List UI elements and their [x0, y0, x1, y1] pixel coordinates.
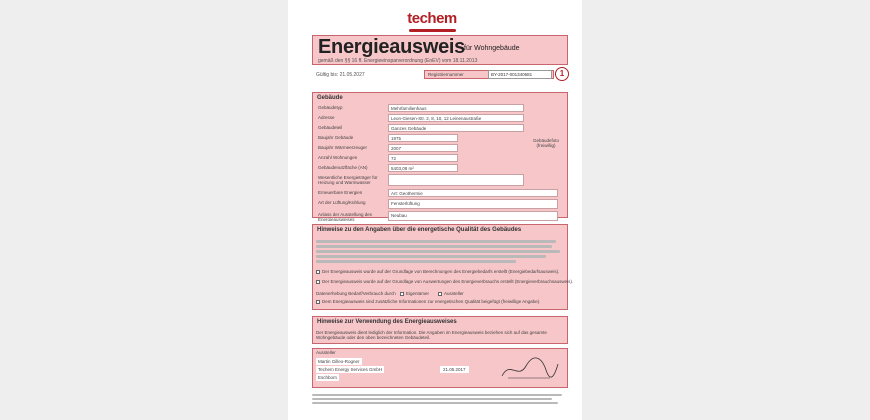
issuer-city: Eschborn: [318, 375, 338, 380]
option-additional-info[interactable]: Dem Energieausweis sind zusätzliche Informationen zur energetischen Qualität beigefügt (freiwillige Angabe).: [316, 299, 540, 304]
page-title: Energieausweis: [318, 36, 465, 58]
building-section-title: Gebäude: [317, 95, 343, 101]
option-issuer[interactable]: Aussteller: [438, 291, 464, 296]
option-demand[interactable]: Der Energieausweis wurde auf der Grundlage von Berechnungen des Energiebedarfs erstellt (Energiebedarfsausweis).: [316, 269, 559, 274]
table-row: Baujahr Wärmeerzeuger 2007: [316, 144, 458, 152]
table-row: Gebäudenutzfläche (AN) 5403,08 m²: [316, 164, 458, 172]
table-row: Anlass der Ausstellung des Energieausweises Neubau: [316, 211, 558, 221]
table-row: Adresse Leon-Giesen-Str. 2, 8, 10, 12 Leinenaustraße: [316, 114, 524, 122]
option-consumption[interactable]: Der Energieausweis wurde auf der Grundlage von Auswertungen des Energieverbrauchs erstellt (Energieverbrauchsausweis).: [316, 279, 573, 284]
usage-notes-title: Hinweise zur Verwendung des Energieausweises: [317, 319, 457, 325]
energy-notes-section: [312, 224, 568, 310]
valid-until: Gültig bis: 21.05.2027: [316, 72, 365, 78]
table-row: Gebäudetyp Mehrfamilienhaus: [316, 104, 524, 112]
option-owner[interactable]: Eigentümer: [400, 291, 429, 296]
checkbox-demand[interactable]: [316, 270, 320, 274]
footer: [312, 392, 568, 406]
energy-notes-title: Hinweise zu den Angaben über die energetische Qualität des Gebäudes: [317, 227, 522, 233]
title-suffix: für Wohngebäude: [464, 45, 520, 52]
table-row: Erneuerbare Energien Art: Geothermie: [316, 189, 558, 197]
techem-logo: techem: [407, 10, 457, 27]
checkbox-issuer[interactable]: [438, 292, 442, 296]
logo-underline: [409, 29, 456, 32]
building-photo-label: Gebäudefoto (freiwillig): [532, 138, 560, 148]
issuer-name: Martin Gilleo-Rogner: [318, 359, 360, 364]
table-row: Art der Lüftung/Kühlung Fensterlüftung: [316, 199, 558, 209]
regulation-subtitle: gemäß den §§ 16 ff. Energieeinsparverordnung (EnEV) vom 18.11.2013: [318, 58, 478, 64]
table-row: Baujahr Gebäude 1975: [316, 134, 458, 142]
issue-date: 21.05.2017: [440, 366, 469, 373]
checkbox-additional-info[interactable]: [316, 300, 320, 304]
page-number-badge: 1: [555, 67, 569, 81]
issuer-label: Aussteller: [316, 350, 336, 355]
registration-label: Registriernummer: [424, 70, 554, 79]
data-source-label: Datenerhebung Bedarf/Verbrauch durch: [316, 291, 396, 296]
issuer-company: Techem Energy Services GmbH: [318, 367, 383, 372]
registration-number: BY-2017-001340681: [488, 70, 552, 79]
certificate-page: [288, 0, 582, 420]
table-row: Anzahl Wohnungen 72: [316, 154, 458, 162]
usage-notes-text: Der Energieausweis dient lediglich der Information. Die Angaben im Energieausweis beziehen sich auf das gesamte Wohngebäude oder den oben bezeichneten Gebäudeteil.: [316, 330, 547, 340]
energy-notes-body: [316, 238, 564, 265]
table-row: Gebäudeteil Ganzes Gebäude: [316, 124, 524, 132]
checkbox-owner[interactable]: [400, 292, 404, 296]
checkbox-consumption[interactable]: [316, 280, 320, 284]
table-row: Wesentliche Energieträger für Heizung und Warmwasser: [316, 174, 524, 186]
signature-icon: [498, 350, 560, 384]
